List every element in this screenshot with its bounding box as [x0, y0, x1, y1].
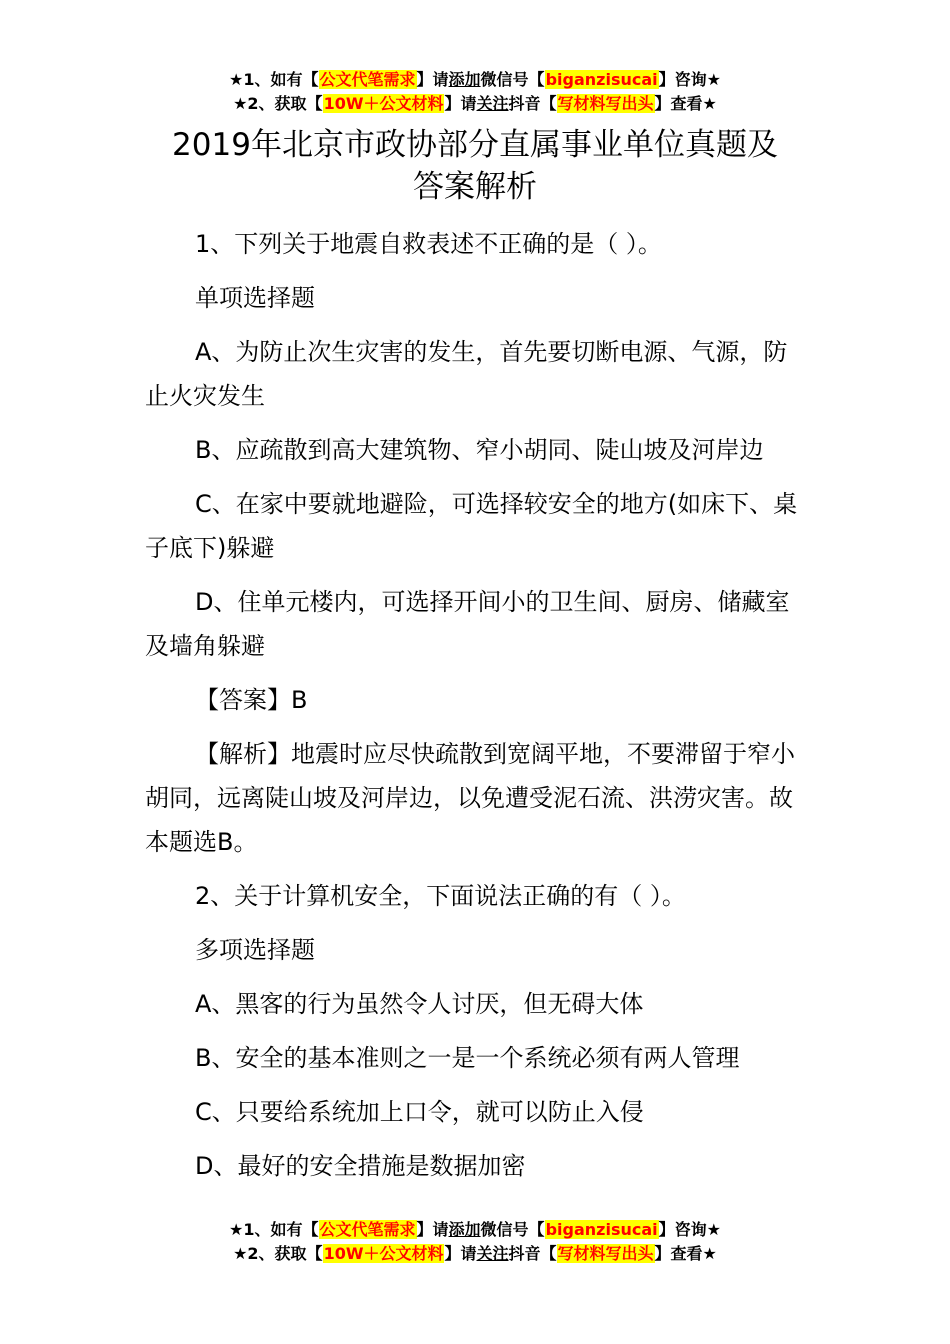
question-1-type: 单项选择题 — [195, 284, 315, 312]
promo-highlight: 写材料写出头 — [557, 1244, 654, 1263]
promo-highlight: 写材料写出头 — [557, 94, 654, 113]
question-1-option-c: C、在家中要就地避险，可选择较安全的地方(如床下、桌子底下)躲避 — [145, 490, 798, 562]
promo-highlight: 公文代笔需求 — [319, 1220, 416, 1239]
page-title — [0, 124, 950, 208]
promo-line-2: ★2、获取【10W＋公文材料】请关注抖音【写材料写出头】查看★ — [233, 94, 717, 113]
promo-line-1: ★1、如有【公文代笔需求】请添加微信号【biganzisucai】咨询★ — [229, 70, 721, 89]
promo-footer — [0, 1218, 950, 1266]
question-2-type: 多项选择题 — [195, 936, 315, 964]
promo-header — [0, 68, 950, 116]
question-2-option-b: B、安全的基本准则之一是一个系统必须有两人管理 — [195, 1044, 740, 1072]
question-2-option-d: D、最好的安全措施是数据加密 — [195, 1152, 526, 1180]
question-1-answer: 【答案】B — [195, 686, 308, 714]
question-2-option-a: A、黑客的行为虽然令人讨厌，但无碍大体 — [195, 990, 644, 1018]
title-line-1: 2019年北京市政协部分直属事业单位真题及 — [172, 127, 778, 163]
question-1-option-a: A、为防止次生灾害的发生，首先要切断电源、气源，防止火灾发生 — [145, 338, 788, 410]
promo-line-1: ★1、如有【公文代笔需求】请添加微信号【biganzisucai】咨询★ — [229, 1220, 721, 1239]
promo-highlight: 10W＋公文材料 — [323, 94, 444, 113]
question-1-option-b: B、应疏散到高大建筑物、窄小胡同、陡山坡及河岸边 — [195, 436, 764, 464]
question-2-option-c: C、只要给系统加上口令，就可以防止入侵 — [195, 1098, 644, 1126]
promo-highlight: biganzisucai — [545, 1220, 658, 1239]
document-body — [145, 222, 810, 1198]
question-1-option-d: D、住单元楼内，可选择开间小的卫生间、厨房、储藏室及墙角躲避 — [145, 588, 790, 660]
question-2-stem: 2、关于计算机安全，下面说法正确的有（ ）。 — [195, 882, 686, 910]
promo-highlight: 10W＋公文材料 — [323, 1244, 444, 1263]
promo-highlight: biganzisucai — [545, 70, 658, 89]
title-line-2: 答案解析 — [413, 169, 537, 205]
question-1-stem: 1、下列关于地震自救表述不正确的是（ ）。 — [195, 230, 662, 258]
promo-line-2: ★2、获取【10W＋公文材料】请关注抖音【写材料写出头】查看★ — [233, 1244, 717, 1263]
question-1-explanation: 【解析】地震时应尽快疏散到宽阔平地，不要滞留于窄小胡同，远离陡山坡及河岸边，以免遭受泥石流、洪涝灾害。故本题选B。 — [145, 740, 795, 856]
promo-highlight: 公文代笔需求 — [319, 70, 416, 89]
